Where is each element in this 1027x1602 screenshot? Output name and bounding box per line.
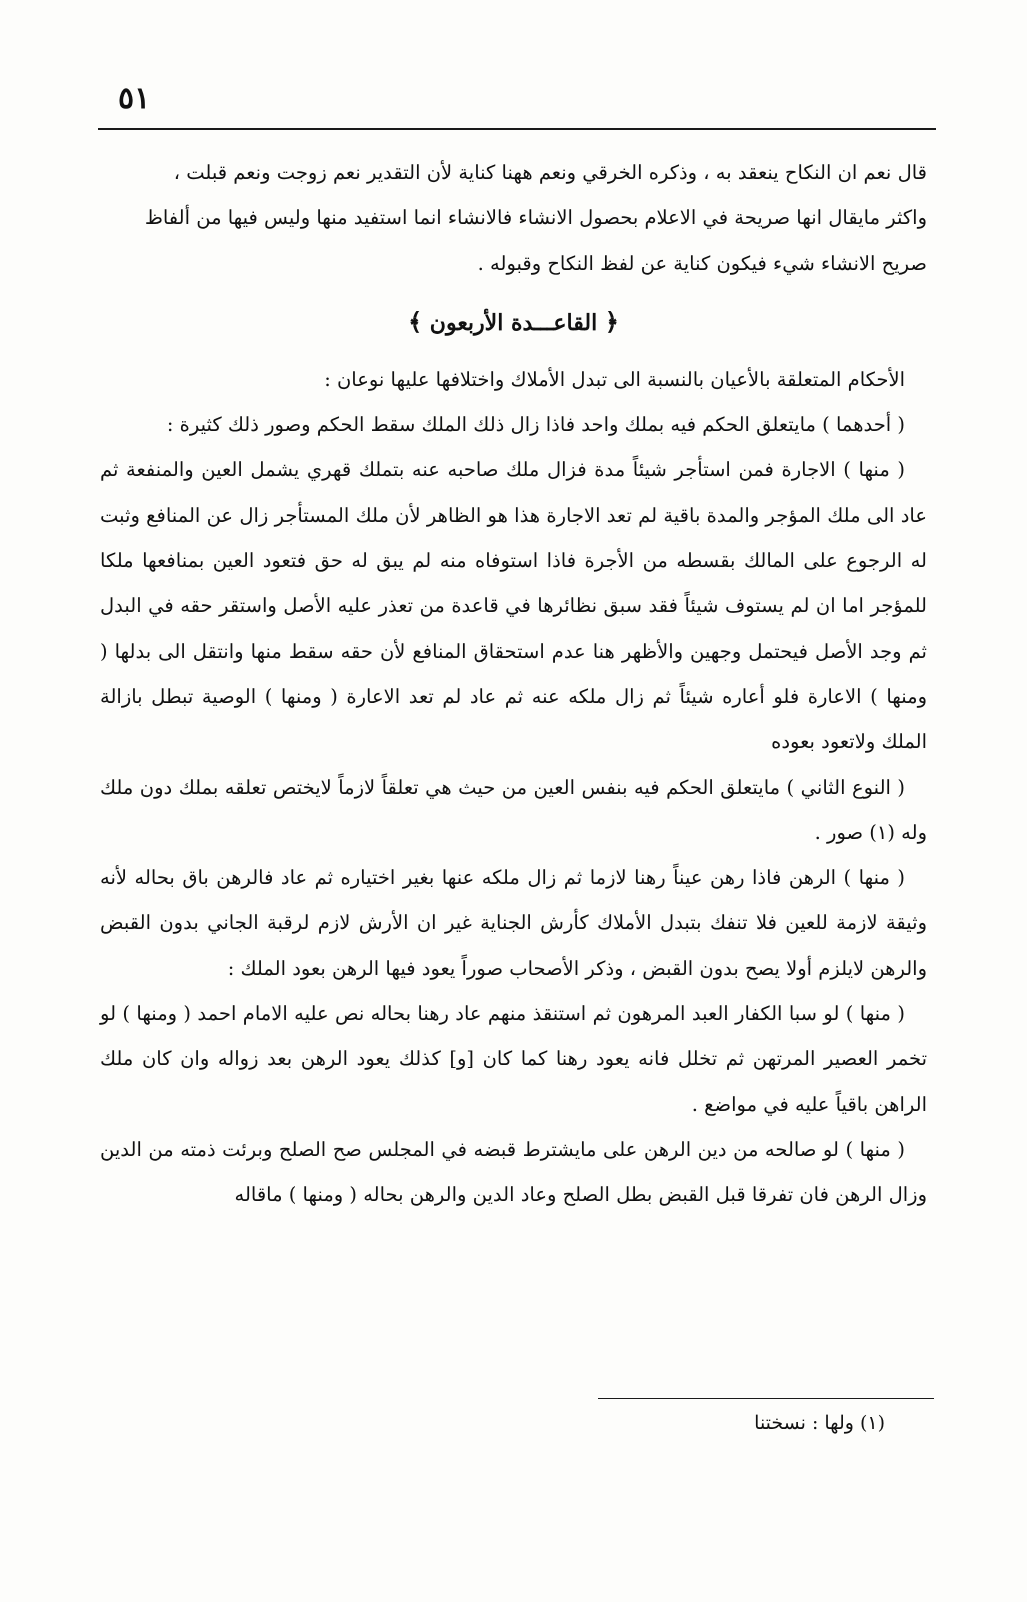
heading-open-bracket: ﴿ — [604, 306, 619, 336]
paragraph-sulh: ( منها ) لو صالحه من دين الرهن على مايشترط قبضه في المجلس صح الصلح وبرئت ذمته من الدين وزال الرهن فان تفرقا قبل القبض بطل الصلح وعاد الدين والرهن بحاله ( ومنها ) ماقاله — [100, 1137, 927, 1207]
paragraph-second-type: ( النوع الثاني ) مايتعلق الحكم فيه بنفس العين من حيث هي تعلقاً لازماً لايختص تعلقه بملك دون ملك وله (١) صور . — [100, 775, 927, 844]
heading-close-bracket: ﴾ — [408, 306, 423, 336]
heading-title: القاعـــدة الأربعون — [429, 309, 598, 336]
intro-line-2: واكثر مايقال انها صريحة في الاعلام بحصول الانشاء فالانشاء انما استفيد منها وليس فيها من ألفاظ — [144, 206, 927, 230]
page-body — [100, 150, 927, 1218]
paragraph-types-intro: الأحكام المتعلقة بالأعيان بالنسبة الى تبدل الأملاك واختلافها عليها نوعان : — [324, 367, 905, 391]
footnote-rule — [598, 1398, 934, 1399]
intro-line-1: قال نعم ان النكاح ينعقد به ، وذكره الخرقي ونعم ههنا كناية لأن التقدير نعم زوجت ونعم قبلت ، — [173, 161, 927, 184]
footnote: (١) ولها : نسختنا — [754, 1412, 885, 1434]
section-heading — [100, 292, 927, 353]
page-number: ٥١ — [118, 81, 151, 116]
paragraph-first-type: ( أحدهما ) مايتعلق الحكم فيه بملك واحد فاذا زال ذلك الملك سقط الحكم وصور ذلك كثيرة : — [166, 413, 905, 437]
paragraph-rahn: ( منها ) الرهن فاذا رهن عيناً رهنا لازما ثم زال ملكه عنها بغير اختياره ثم عاد فالرهن باق بحاله لأنه وثيقة لازمة للعين فلا تنفك بتبدل الأملاك كأرش الجناية غير ان الأرش لازم لرقبة الجاني بدون القبض والرهن لايلزم أولا يصح بدون القبض ، وذكر الأصحاب صوراً يعود فيها الرهن بعود الملك : — [100, 866, 927, 980]
intro-line-3: صريح الانشاء شيء فيكون كناية عن لفظ النكاح وقبوله . — [477, 251, 927, 275]
paragraph-rahn-cases: ( منها ) لو سبا الكفار العبد المرهون ثم استنقذ منهم عاد رهنا بحاله نص عليه الامام احمد ( ومنها ) لو تخمر العصير المرتهن ثم تخلل فانه يعود رهنا كما كان [و] كذلك يعود الرهن بعد زواله وان كان ملك الراهن باقياً عليه في مواضع . — [100, 1002, 927, 1116]
paragraph-ijara: ( منها ) الاجارة فمن استأجر شيئاً مدة فزال ملك صاحبه عنه بتملك قهري يشمل العين والمنفعة ثم عاد الى ملك المؤجر والمدة باقية لم تعد الاجارة هذا هو الظاهر لأن ملك المستأجر زال عن المنافع وثبت له الرجوع على المالك بقسطه من الأجرة فاذا استوفاه منه لم يبق له حق فتعود العين بمنافعها ملكا للمؤجر اما ان لم يستوف شيئاً فقد سبق نظائرها في قاعدة من تعذر عليه الأصل واستقر حقه في البدل ثم وجد الأصل فيحتمل وجهين والأظهر هنا عدم استحقاق المنافع لأن حقه سقط منها وانتقل الى بدلها ( ومنها ) الاعارة فلو أعاره شيئاً ثم زال ملكه عنه ثم عاد لم تعد الاعارة ( ومنها ) الوصية تبطل بازالة الملك ولاتعود بعوده — [100, 458, 927, 754]
header-rule — [98, 128, 936, 130]
